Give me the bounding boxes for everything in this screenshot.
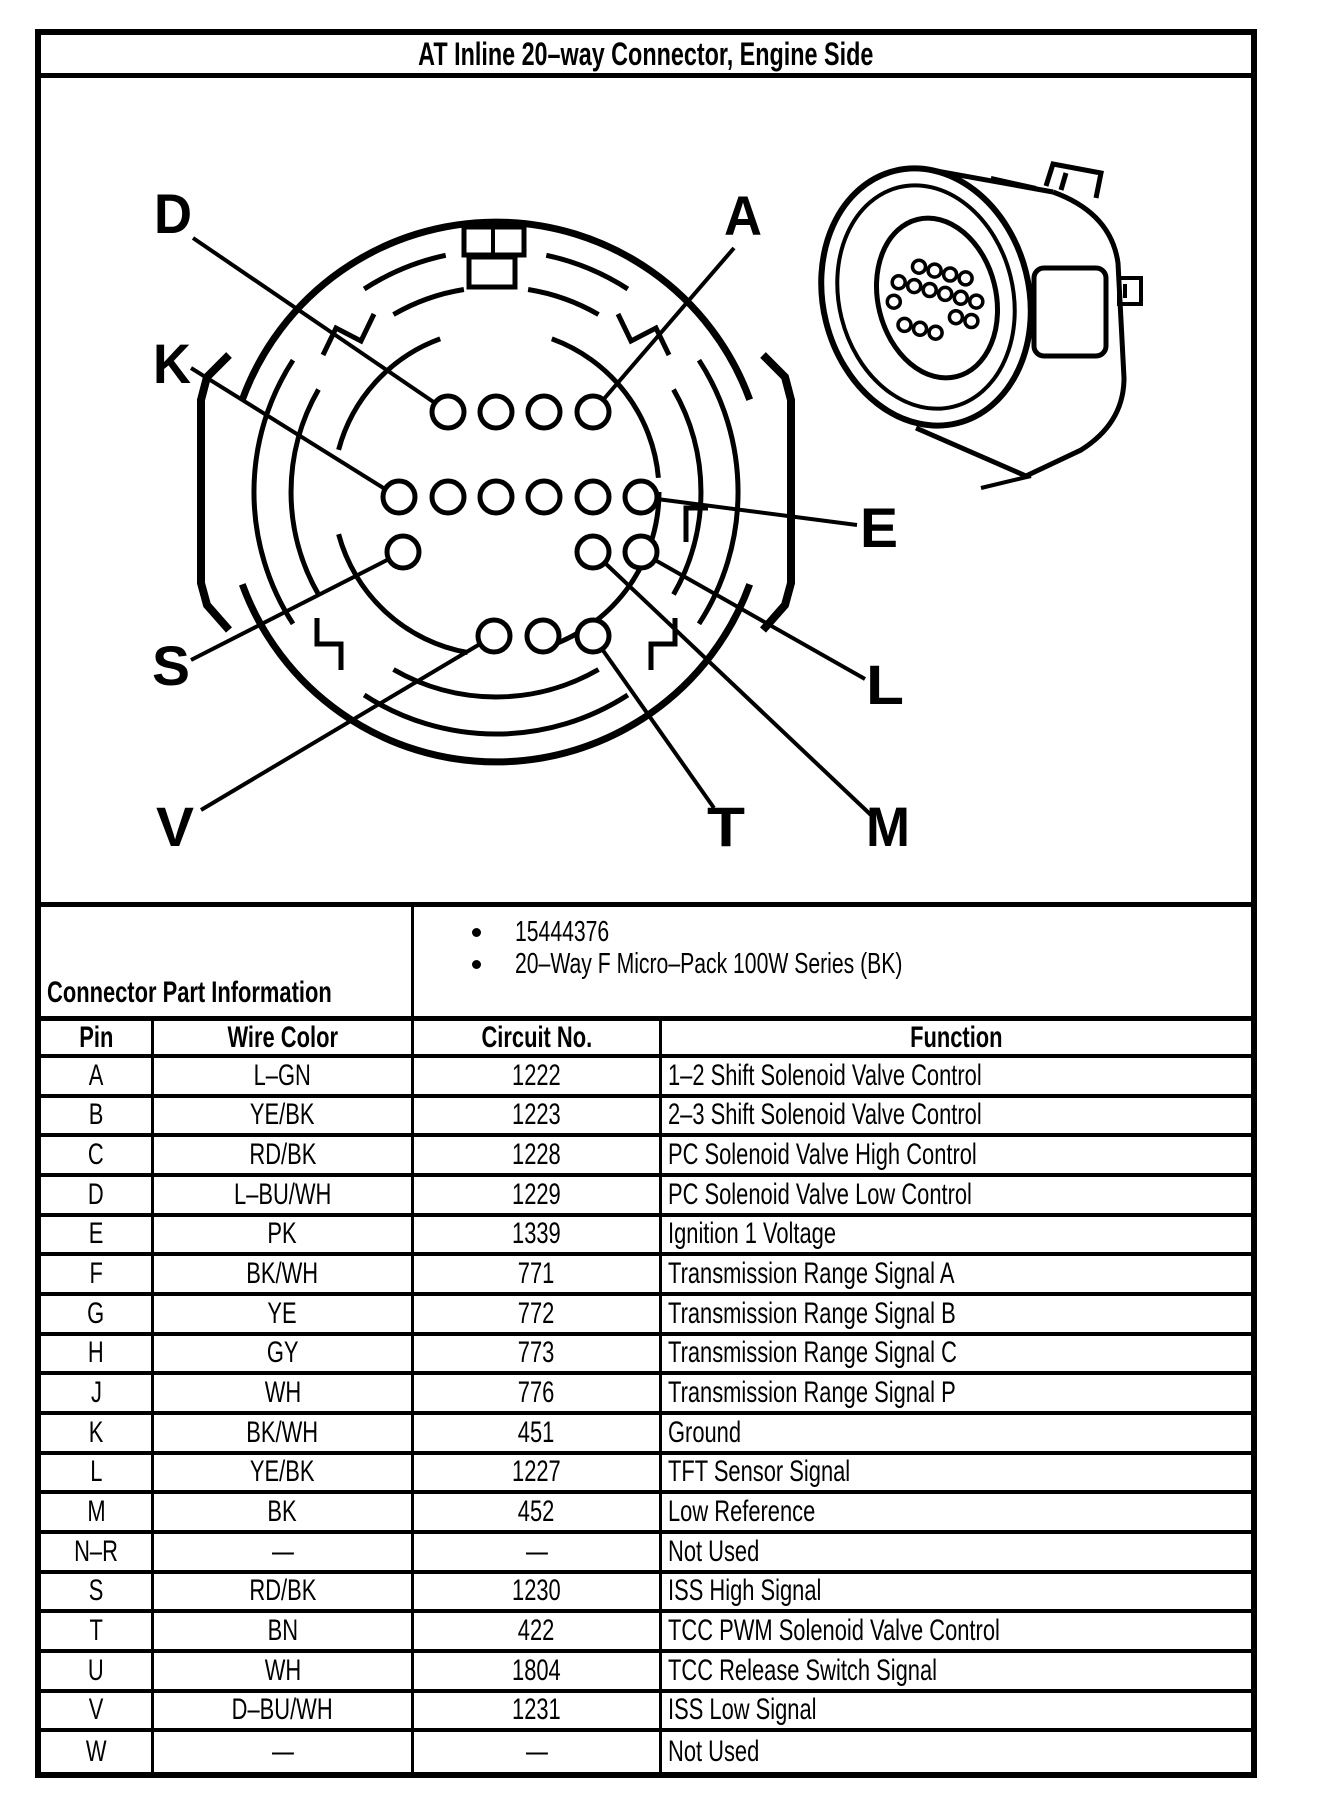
table-row bbox=[41, 1732, 1251, 1772]
cell-pin: G bbox=[41, 1296, 154, 1332]
cell-circuit: — bbox=[414, 1732, 662, 1772]
cell-circuit: 1231 bbox=[414, 1693, 662, 1729]
callout-a: A bbox=[724, 184, 762, 247]
table-row bbox=[41, 1415, 1251, 1455]
pin-e bbox=[625, 481, 657, 513]
cell-pin: M bbox=[41, 1494, 154, 1530]
cell-circuit: 1804 bbox=[414, 1653, 662, 1689]
cell-circuit: 1339 bbox=[414, 1217, 662, 1253]
callout-l: L bbox=[866, 653, 904, 716]
pin-l bbox=[625, 536, 657, 568]
connector-face-diagram bbox=[41, 78, 1251, 902]
table-row bbox=[41, 1256, 1251, 1296]
header-circuit-no: Circuit No. bbox=[414, 1021, 662, 1054]
cell-wire: WH bbox=[154, 1653, 414, 1689]
cell-function: ISS High Signal bbox=[668, 1574, 822, 1608]
top-tab-inner bbox=[469, 257, 515, 287]
cell-wire: L–BU/WH bbox=[154, 1177, 414, 1213]
callout-d: D bbox=[154, 182, 192, 245]
key-notch-upper-left bbox=[323, 314, 374, 355]
cell-wire: BK/WH bbox=[154, 1415, 414, 1451]
cell-function: Not Used bbox=[668, 1534, 760, 1568]
table-row bbox=[41, 1534, 1251, 1574]
cell-pin: W bbox=[41, 1732, 154, 1772]
pin-g bbox=[528, 481, 560, 513]
cell-pin: S bbox=[41, 1574, 154, 1610]
cell-wire: BN bbox=[154, 1613, 414, 1649]
table-row bbox=[41, 1455, 1251, 1495]
cell-function: Ignition 1 Voltage bbox=[668, 1217, 837, 1251]
connector-diagram-cell bbox=[41, 78, 1251, 907]
pin-field-3d bbox=[887, 260, 983, 339]
callout-m: M bbox=[866, 795, 910, 858]
callout-s: S bbox=[152, 634, 190, 697]
cell-wire: — bbox=[154, 1732, 414, 1772]
pin-s bbox=[387, 536, 419, 568]
cell-function: Transmission Range Signal P bbox=[668, 1376, 956, 1410]
cell-wire: — bbox=[154, 1534, 414, 1570]
callout-t: T bbox=[707, 795, 745, 858]
cell-circuit: 451 bbox=[414, 1415, 662, 1451]
cell-pin: E bbox=[41, 1217, 154, 1253]
table-header-row bbox=[41, 1021, 1251, 1058]
cell-pin: J bbox=[41, 1375, 154, 1411]
cell-function: Ground bbox=[668, 1415, 742, 1449]
cell-circuit: 772 bbox=[414, 1296, 662, 1332]
cell-pin: V bbox=[41, 1693, 154, 1729]
table-row bbox=[41, 1058, 1251, 1098]
table-row bbox=[41, 1336, 1251, 1376]
cell-circuit: 1223 bbox=[414, 1098, 662, 1134]
cell-circuit: — bbox=[414, 1534, 662, 1570]
cell-function: 2–3 Shift Solenoid Valve Control bbox=[668, 1098, 982, 1132]
cell-circuit: 1228 bbox=[414, 1137, 662, 1173]
pin-d bbox=[432, 396, 464, 428]
cell-pin: H bbox=[41, 1336, 154, 1372]
table-row bbox=[41, 1137, 1251, 1177]
connector-document-page bbox=[35, 29, 1257, 1778]
cell-function: Transmission Range Signal C bbox=[668, 1336, 957, 1370]
page-title: AT Inline 20–way Connector, Engine Side bbox=[418, 35, 874, 72]
cell-wire: YE/BK bbox=[154, 1455, 414, 1491]
cell-function: PC Solenoid Valve High Control bbox=[668, 1138, 977, 1172]
cell-circuit: 1222 bbox=[414, 1058, 662, 1094]
cell-wire: L–GN bbox=[154, 1058, 414, 1094]
part-number-item: 15444376 bbox=[414, 916, 1251, 948]
page-title-bar bbox=[41, 35, 1251, 78]
table-row bbox=[41, 1217, 1251, 1257]
pin-m bbox=[577, 536, 609, 568]
cell-function: ISS Low Signal bbox=[668, 1693, 817, 1727]
pin-h bbox=[480, 481, 512, 513]
cell-circuit: 452 bbox=[414, 1494, 662, 1530]
cell-circuit: 1227 bbox=[414, 1455, 662, 1491]
cell-circuit: 1229 bbox=[414, 1177, 662, 1213]
cell-pin: F bbox=[41, 1256, 154, 1292]
cell-circuit: 422 bbox=[414, 1613, 662, 1649]
cell-wire: WH bbox=[154, 1375, 414, 1411]
cell-pin: K bbox=[41, 1415, 154, 1451]
cell-function: TCC PWM Solenoid Valve Control bbox=[668, 1614, 1000, 1648]
cell-function: PC Solenoid Valve Low Control bbox=[668, 1177, 972, 1211]
table-row bbox=[41, 1177, 1251, 1217]
connector-3d-view bbox=[795, 146, 1141, 488]
cell-function: TCC Release Switch Signal bbox=[668, 1653, 937, 1687]
header-wire-color: Wire Color bbox=[154, 1021, 414, 1054]
table-row bbox=[41, 1574, 1251, 1614]
cell-wire: BK bbox=[154, 1494, 414, 1530]
cell-function: TFT Sensor Signal bbox=[668, 1455, 851, 1489]
cell-function: Not Used bbox=[668, 1734, 760, 1768]
cell-circuit: 773 bbox=[414, 1336, 662, 1372]
cell-function: Transmission Range Signal B bbox=[668, 1296, 956, 1330]
cell-wire: RD/BK bbox=[154, 1137, 414, 1173]
pin-u bbox=[527, 620, 559, 652]
cell-wire: YE/BK bbox=[154, 1098, 414, 1134]
cell-wire: D–BU/WH bbox=[154, 1693, 414, 1729]
table-row bbox=[41, 1613, 1251, 1653]
cell-wire: RD/BK bbox=[154, 1574, 414, 1610]
table-row bbox=[41, 1375, 1251, 1415]
cell-wire: GY bbox=[154, 1336, 414, 1372]
connector-part-info-values-cell bbox=[414, 907, 1251, 1016]
key-notch-lower-left bbox=[317, 618, 341, 670]
table-row bbox=[41, 1693, 1251, 1733]
callout-k: K bbox=[153, 332, 191, 395]
connector-part-info-section bbox=[41, 907, 1251, 1021]
part-info-list bbox=[414, 916, 1251, 980]
pin-c bbox=[480, 396, 512, 428]
cell-pin: D bbox=[41, 1177, 154, 1213]
callout-e: E bbox=[860, 496, 898, 559]
cell-circuit: 771 bbox=[414, 1256, 662, 1292]
pinout-table bbox=[41, 1021, 1251, 1772]
header-pin: Pin bbox=[41, 1021, 154, 1054]
cell-pin: T bbox=[41, 1613, 154, 1649]
pin-field bbox=[383, 396, 657, 652]
pin-b bbox=[528, 396, 560, 428]
pin-k bbox=[383, 481, 415, 513]
cell-wire: YE bbox=[154, 1296, 414, 1332]
cell-pin: A bbox=[41, 1058, 154, 1094]
cell-function: Low Reference bbox=[668, 1495, 816, 1529]
connector-part-info-label-cell bbox=[41, 907, 414, 1016]
pin-v bbox=[478, 620, 510, 652]
table-row bbox=[41, 1494, 1251, 1534]
pin-f bbox=[577, 481, 609, 513]
table-row bbox=[41, 1653, 1251, 1693]
cell-pin: C bbox=[41, 1137, 154, 1173]
pin-j bbox=[432, 481, 464, 513]
cell-pin: U bbox=[41, 1653, 154, 1689]
pin-t bbox=[577, 620, 609, 652]
header-function: Function bbox=[910, 1020, 1003, 1054]
connector-part-info-label: Connector Part Information bbox=[47, 976, 332, 1009]
cell-wire: PK bbox=[154, 1217, 414, 1253]
table-row bbox=[41, 1098, 1251, 1138]
cell-circuit: 776 bbox=[414, 1375, 662, 1411]
cell-function: 1–2 Shift Solenoid Valve Control bbox=[668, 1058, 982, 1092]
cell-pin: N–R bbox=[41, 1534, 154, 1570]
callout-v: V bbox=[156, 795, 194, 858]
cell-pin: B bbox=[41, 1098, 154, 1134]
table-row bbox=[41, 1296, 1251, 1336]
cell-circuit: 1230 bbox=[414, 1574, 662, 1610]
cell-wire: BK/WH bbox=[154, 1256, 414, 1292]
part-series-item: 20–Way F Micro–Pack 100W Series (BK) bbox=[414, 948, 1251, 980]
cell-function: Transmission Range Signal A bbox=[668, 1257, 955, 1291]
cell-pin: L bbox=[41, 1455, 154, 1491]
